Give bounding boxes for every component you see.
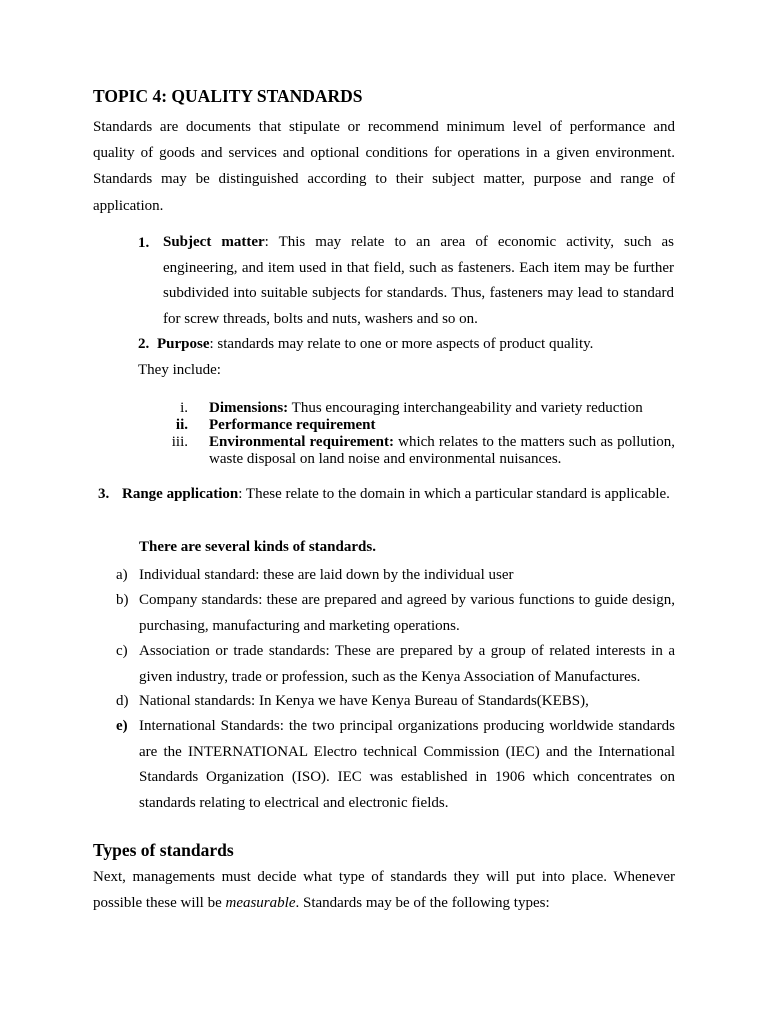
kind-letter: e): [116, 718, 128, 734]
section-heading-types: Types of standards: [93, 840, 234, 860]
they-include-text: They include:: [138, 362, 221, 378]
list-item-subject-matter: [138, 230, 674, 333]
kind-letter: a): [116, 567, 128, 583]
page-title: TOPIC 4: QUALITY STANDARDS: [93, 86, 363, 106]
item-label: Range application: [122, 486, 239, 502]
list-number: 2.: [138, 336, 150, 352]
kind-text: Individual standard: these are laid down by the individual user: [139, 567, 514, 583]
list-item-range-application: [98, 481, 675, 508]
types-text-part: Next, managements must decide what type of standards they will put into place. Whenever possible these will be: [93, 869, 675, 912]
roman-label: Dimensions:: [209, 400, 289, 416]
types-emphasis: measurable: [225, 895, 296, 912]
item-text: : standards may relate to one or more aspects of product quality.: [209, 336, 594, 352]
types-paragraph: [93, 864, 675, 916]
kind-text: National standards: In Kenya we have Kenya Bureau of Standards(KEBS),: [139, 693, 589, 709]
roman-item: [209, 400, 675, 417]
kind-text: International Standards: the two principal organizations producing worldwide standards are the INTERNATIONAL Electro technical Commission (IEC) and the International Standards Organization (ISO). IEC was established in 1906 which concentrates on standards relating to electrical and electronic fields.: [139, 718, 675, 812]
intro-paragraph: Standards are documents that stipulate or recommend minimum level of performance and quality of goods and services and optional conditions for operations in a given environment. Standards may be distinguished according to their subject matter, purpose and range of application.: [93, 119, 675, 214]
roman-label: Performance requirement: [209, 417, 376, 433]
item-text: : This may relate to an area of economic activity, such as engineering, and item used in that field, such as fasteners. Each item may be further subdivided into suitable subjects for standards. Thus, fasteners may lead to standard for screw threads, bolts and nuts, washers and so on.: [163, 234, 674, 328]
kind-letter: b): [116, 592, 129, 608]
roman-number: iii.: [171, 434, 188, 450]
list-number: 1.: [138, 235, 150, 251]
kinds-heading: There are several kinds of standards.: [139, 539, 376, 555]
roman-item: [209, 417, 675, 434]
kind-letter: c): [116, 643, 128, 659]
kind-letter: d): [116, 693, 129, 709]
list-number: 3.: [98, 486, 110, 502]
item-label: Purpose: [157, 336, 210, 352]
item-text: : These relate to the domain in which a particular standard is applicable.: [238, 486, 670, 502]
roman-item: [209, 434, 675, 468]
roman-text: which relates to the matters such as pollution, waste disposal on land noise and environmental nuisances.: [209, 434, 676, 467]
list-item-purpose: [138, 336, 593, 353]
roman-number: i.: [180, 400, 188, 416]
roman-text: Thus encouraging interchangeability and variety reduction: [288, 400, 643, 416]
roman-label: Environmental requirement:: [209, 434, 394, 450]
item-label: Subject matter: [163, 234, 265, 250]
types-text-part: . Standards may be of the following types:: [295, 895, 550, 912]
kind-text: Company standards: these are prepared and agreed by various functions to guide design, purchasing, manufacturing and marketing operations.: [139, 592, 675, 634]
kind-text: Association or trade standards: These are prepared by a group of related interests in a given industry, trade or profession, such as the Kenya Association of Manufactures.: [139, 643, 675, 685]
roman-number: ii.: [175, 417, 188, 433]
